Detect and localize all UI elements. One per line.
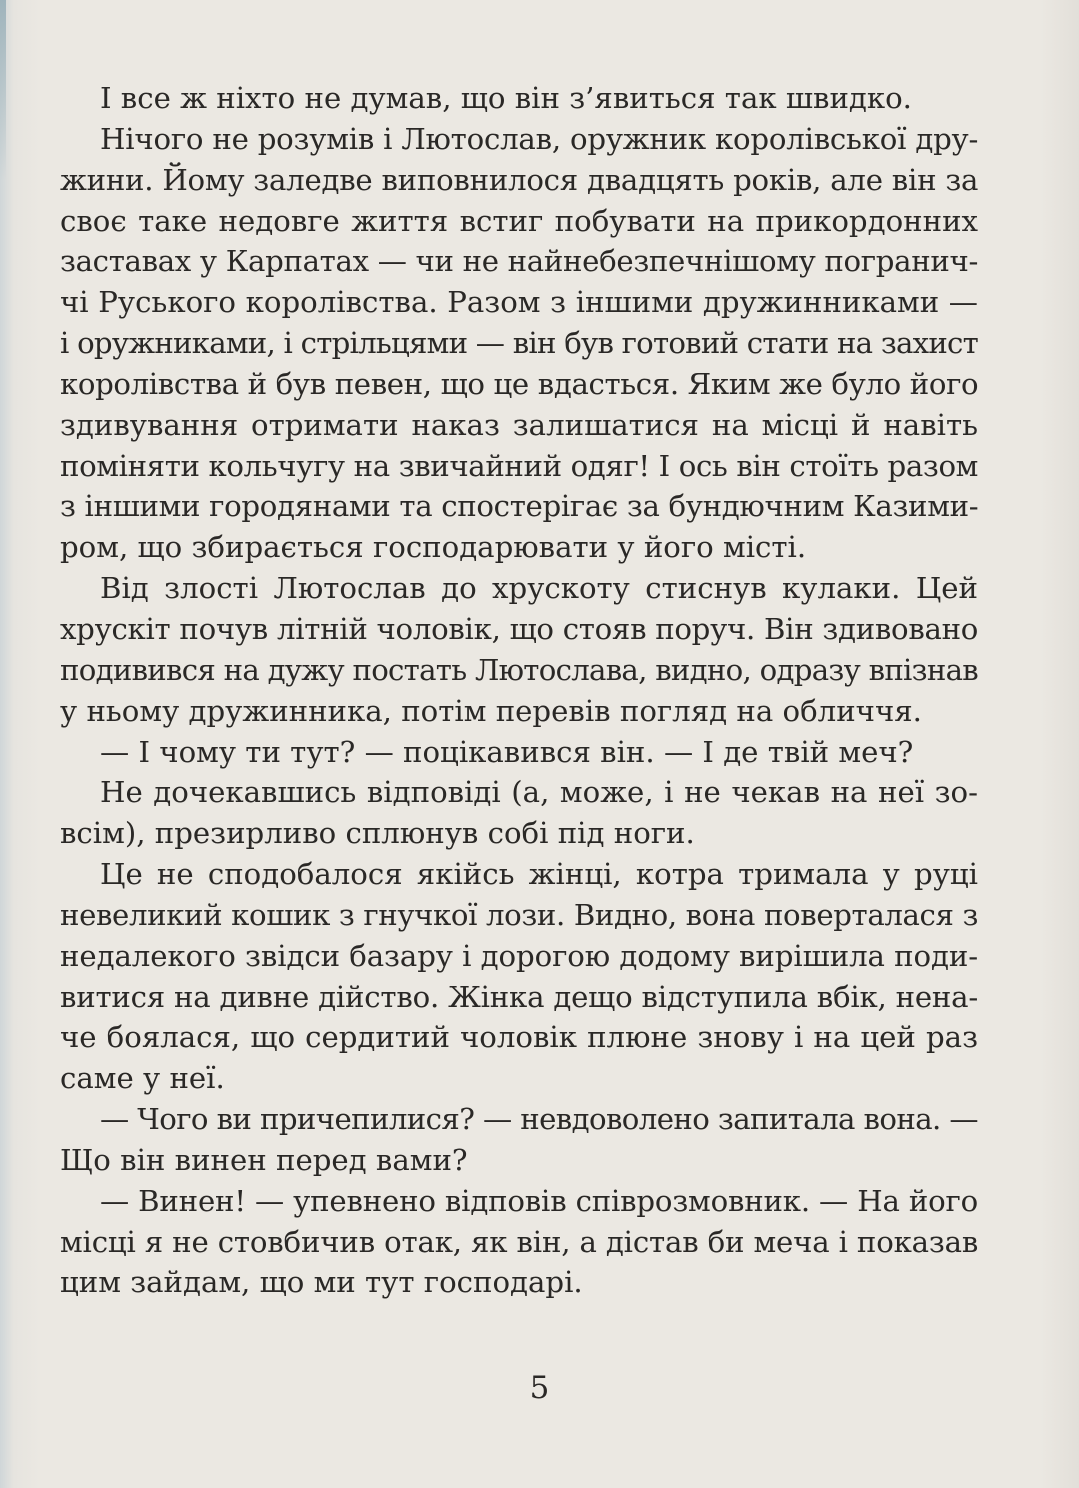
text-line: І все ж ніхто не думав, що він з’явиться так швидко. — [100, 81, 912, 115]
text-line: невеликий кошик з гнучкої лози. Видно, вона поверталася з — [60, 897, 979, 932]
text-line: своє таке недовге життя встиг побувати на прикордонних — [60, 203, 978, 238]
text-line: всім), презирливо сплюнув собі під ноги. — [60, 816, 695, 851]
text-line: місці я не стовбичив отак, як він, а дістав би меча і показав — [60, 1224, 979, 1259]
text-line: витися на дивне дійство. Жінка дещо відступила вбік, нена- — [60, 979, 979, 1014]
text-line: ром, що збирається господарювати у його місті. — [60, 530, 807, 565]
text-line: жини. Йому заледве виповнилося двадцять років, але він за — [60, 162, 979, 197]
text-line: чі Руського королівства. Разом з іншими дружинниками — — [60, 285, 978, 320]
text-line: — І чому ти тут? — поцікавився він. — І де твій меч? — [100, 734, 914, 769]
text-line: поміняти кольчугу на звичайний одяг! І ось він стоїть разом — [60, 448, 978, 483]
text-line: саме у неї. — [60, 1061, 225, 1096]
page-edge-shadow — [0, 0, 6, 180]
text-line: королівства й був певен, що це вдасться. Яким же було його — [60, 366, 979, 401]
text-line: хрускіт почув літній чоловік, що стояв поруч. Він здивовано — [60, 611, 979, 646]
page-number: 5 — [529, 1370, 550, 1406]
text-line: — Винен! — упевнено відповів співрозмовник. — На його — [100, 1183, 978, 1218]
text-line: Це не сподобалося якійсь жінці, котра тримала у руці — [100, 857, 978, 892]
text-line: з іншими городянами та спостерігає за бундючним Казими- — [60, 489, 979, 524]
body-text — [60, 78, 978, 1303]
text-line: — Чого ви причепилися? — невдоволено запитала вона. — — [100, 1102, 978, 1137]
text-line: у ньому дружинника, потім перевів погляд на обличчя. — [60, 693, 922, 728]
text-line: че боялася, що сердитий чоловік плюне знову і на цей раз — [60, 1020, 978, 1055]
text-line: Що він винен перед вами? — [60, 1142, 468, 1177]
text-line: заставах у Карпатах — чи не найнебезпечнішому погранич- — [60, 244, 978, 279]
text-line: недалекого звідси базару і дорогою додому вирішила поди- — [60, 938, 978, 973]
text-line: здивування отримати наказ залишатися на місці й навіть — [60, 407, 978, 442]
text-line: і оружниками, і стрільцями — він був готовий стати на захист — [60, 326, 978, 361]
text-line: подивився на дужу постать Лютослава, видно, одразу впізнав — [60, 652, 978, 687]
text-line: Від злості Лютослав до хрускоту стиснув кулаки. Цей — [100, 571, 978, 606]
text-line: Нічого не розумів і Лютослав, оружник королівської дру- — [100, 121, 979, 156]
text-line: Не дочекавшись відповіді (а, може, і не чекав на неї зо- — [100, 775, 978, 810]
text-line: цим зайдам, що ми тут господарі. — [60, 1265, 583, 1300]
